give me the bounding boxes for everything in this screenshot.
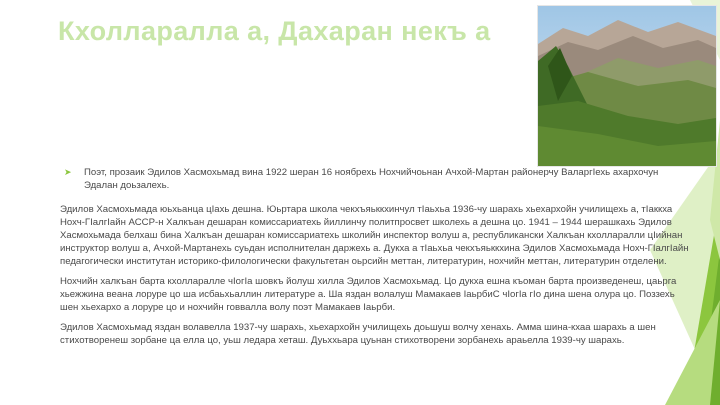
bullet-text: Поэт, прозаик Эдилов Хасмохьмад вина 1922 шеран 16 ноябрехь Нохчийчоьнан Ачхой-Мартан районерчу ВаларгIехь ахархочун Эдалан доьзалехь.: [84, 167, 659, 191]
body-text: [60, 166, 692, 354]
slide-title: Кхолларалла а, Дахаран некъ а: [58, 16, 491, 46]
arrow-bullet-icon: ➤: [64, 167, 72, 177]
paragraph-3: Эдилов Хасмохьмад яздан волавелла 1937-чу шарахь, хьехархойн училищехь доьшуш волчу хенахь. Амма шина-кхаа шарахь а шен стихотворенеш зорбане ца елла цо, уьш ледара хеташ. Дуьххьара цуьнан стихотворени зорбанехь араьелла 1939-чу шарахь.: [60, 322, 656, 346]
paragraph-2: Нохчийн халкъан барта кхолларалле чIогIа шовкъ йолуш хилла Эдилов Хасмохьмад. Цо дукха ешна къоман барта произведенеш, цаьрга хьежжина веана лоруре цо ша исбаьхьаллин литературе а. Ша яздан волалуш Мамакаев IаьрбиС чIогIа гIо дина шена олура цо. Поззехь шен хьехархо а лоруре цо и нохчийн говвалла волу поэт Мамакаев Iаьрби.: [60, 276, 677, 313]
mountain-landscape-image: [537, 5, 717, 167]
paragraph-1: Эдилов Хасмохьмада юьхьанца цIахь дешна. Юьртара школа чекхъяьккхинчул тIаьхьа 1936-чу шарахь хьехархойн училищехь а, тIаккха Нохч-ГIалгIайн АССР-н Халкъан дешаран комиссариатехь йиллинчу политпросвет школехь а дешна цо. 1941 – 1944 шерашкахь Эдилов Хасмохьмада белхаш бина Халкъан дешаран комиссариатехь школийн инспектор волуш а, республикански Халкъан кхолларалли цIийнан инструктор волуш а, Ачхой-Мартанехь суьдан исполнителан даржехь а. Дукха а тIаьхьа чекхъяьккхина Эдилов Хасмохьмада Нохч-ГIалгIайн педагогически институтан историко-филологически факультетан оьрсийн меттан, литературин, нохчийн меттан, литературин отделени.: [60, 204, 689, 267]
bullet-item: [60, 166, 692, 192]
